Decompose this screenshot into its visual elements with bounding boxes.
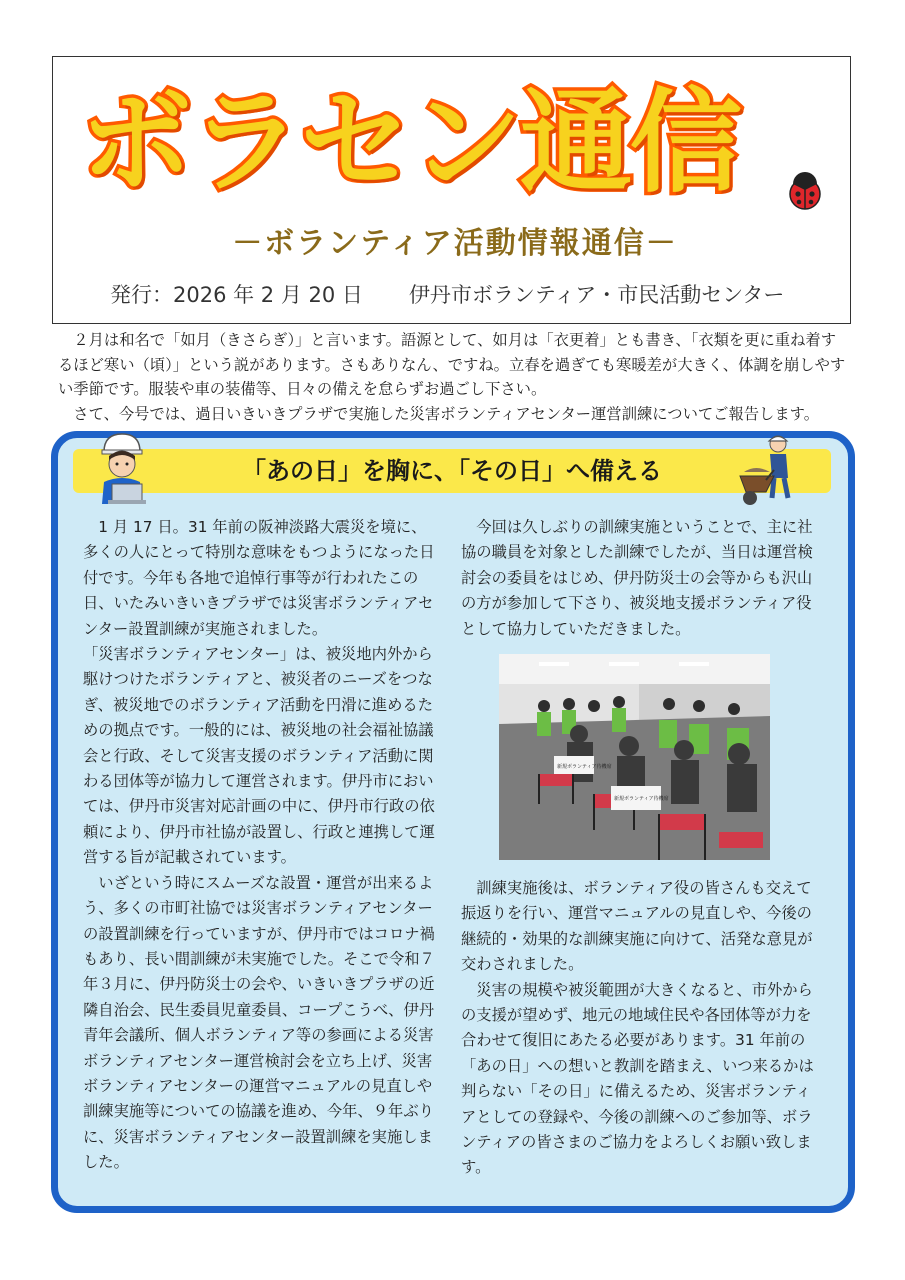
article-paragraph: 今回は久しぶりの訓練実施ということで、主に社協の職員を対象とした訓練でしたが、当日は運営検討会の委員をはじめ、伊丹防災士の会等からも沢山の方が参加して下さり、被災地支援ボランティア役として協力していただきました。 (461, 518, 813, 638)
publisher-name: 伊丹市ボランティア・市民活動センター (408, 283, 785, 307)
issue-line (110, 278, 810, 312)
article-paragraph: いざという時にスムーズな設置・運営が出来るよう、多くの市町社協では災害ボランティアセンターの設置訓練を行っていますが、伊丹市ではコロナ禍もあり、長い間訓練が未実施でした。そこで令和７年３月に、伊丹防災士の会や、いきいきプラザの近隣自治会、民生委員児童委員、コープこうべ、伊丹青年会議所、個人ボランティア等の参画による災害ボランティアセンター運営検討会を立ち上げ、災害ボランティアセンターの運営マニュアルの見直しや訓練実施等についての協議を進め、今年、９年ぶりに、災害ボランティアセンター設置訓練を実施しました。 (83, 873, 435, 1172)
masthead-title: ボラセン通信 (80, 78, 740, 208)
article-paragraph: 1 月 17 日。31 年前の阪神淡路大震災を境に、多くの人にとって特別な意味をもつようになった日付です。今年も各地で追悼行事等が行われたこの日、いたみいきいきプラザでは災害ボランティアセンター設置訓練が実施されました。 (83, 518, 435, 638)
masthead-subtitle: －ボランティア活動情報通信－ (232, 226, 678, 261)
article-paragraph: 「災害ボランティアセンター」は、被災地内外から駆けつけたボランティアと、被災者のニーズをつなぎ、被災地でのボランティア活動を円滑に進めるための拠点です。一般的には、被災地の社会福祉協議会と行政、そして災害支援のボランティア活動に関わる団体等が協力して運営されます。伊丹市においては、伊丹市災害対応計画の中に、伊丹市行政の依頼により、伊丹市社協が設置し、行政と連携して運営する旨が記載されています。 (83, 645, 435, 867)
article-right-column-bottom (461, 876, 824, 1181)
article-title: 「あの日」を胸に、「その日」へ備える (242, 457, 662, 485)
training-photo (499, 654, 770, 860)
worker-with-wheelbarrow-illustration (736, 432, 798, 512)
article-right-column-top (461, 515, 824, 642)
photo-sign-text: 新規ボランティア待機席 (557, 764, 612, 770)
article-paragraph: 訓練実施後は、ボランティア役の皆さんも交えて振返りを行い、運営マニュアルの見直しや、今後の継続的・効果的な訓練実施に向けて、活発な意見が交わされました。 (461, 879, 813, 974)
article-left-column (83, 515, 438, 1176)
worker-with-laptop-illustration (94, 432, 150, 506)
training-photo-image (499, 654, 770, 860)
issue-date: 発行：2026 年 2 月 20 日 (110, 283, 363, 307)
intro-paragraph: さて、今号では、過日いきいきプラザで実施した災害ボランティアセンター運営訓練についてご報告します。 (73, 404, 820, 423)
intro-text (58, 328, 848, 426)
ladybug-icon (785, 172, 825, 212)
article-paragraph: 災害の規模や被災範囲が大きくなると、市外からの支援が望めず、地元の地域住民や各団体等が力を合わせて復旧にあたる必要があります。31 年前の「あの日」への想いと教訓を踏まえ、いつ来るかは判らない「その日」に備えるため、災害ボランティアとしての登録や、今後の訓練へのご参加等、ボランティアの皆さまのご協力をよろしくお願い致します。 (461, 980, 814, 1177)
photo-sign-text: 新規ボランティア待機席 (614, 796, 669, 802)
intro-paragraph: ２月は和名で「如月（きさらぎ）」と言います。語源として、如月は「衣更着」とも書き、「衣類を更に重ね着するほど寒い（頃）」という説があります。さもありなん、ですね。立春を過ぎても寒暖差が大きく、体調を崩しやすい季節です。服装や車の装備等、日々の備えを怠らずお過ごし下さい。 (58, 331, 846, 399)
